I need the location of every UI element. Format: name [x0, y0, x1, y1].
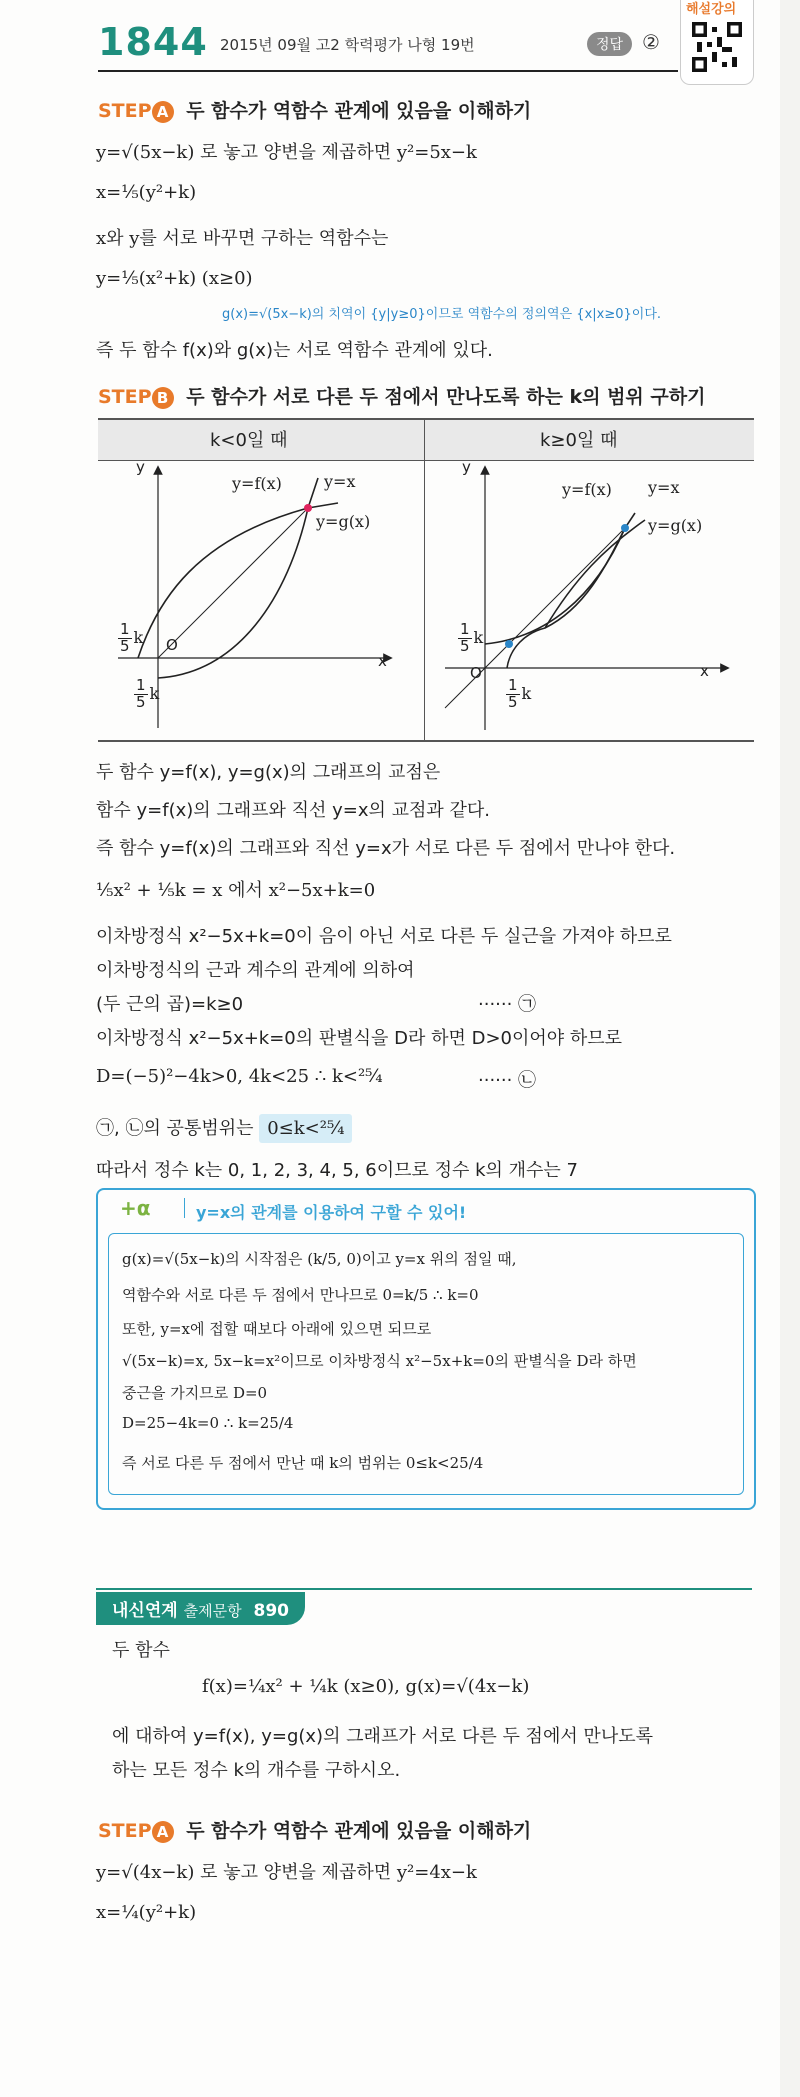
g2-origin: O — [470, 664, 482, 682]
linked-q4: 하는 모든 정수 k의 개수를 구하시오. — [112, 1760, 401, 1781]
step-b-letter: B — [152, 387, 174, 409]
linked-q2: f(x)=¼x² + ¼k (x≥0), g(x)=√(4x−k) — [202, 1676, 530, 1697]
g2-kx-den: 5 — [508, 692, 518, 711]
curve-f — [138, 503, 338, 658]
problem-source: 2015년 09월 고2 학력평가 나형 19번 — [220, 36, 475, 54]
intersection-point-2 — [621, 524, 629, 532]
step-a2-title: 두 함수가 역함수 관계에 있음을 이해하기 — [186, 1820, 532, 1842]
g1-kx-den: 5 — [136, 692, 146, 711]
alpha-line2: 역함수와 서로 다른 두 점에서 만나므로 0=k/5 ∴ k=0 — [122, 1286, 479, 1304]
step-b-heading — [98, 382, 705, 409]
g1-ky-k: k — [133, 627, 144, 647]
step-b-l8: 이차방정식 x²−5x+k=0의 판별식을 D라 하면 D>0이어야 하므로 — [96, 1028, 623, 1049]
linked-tag-b: 출제문항 — [183, 1602, 242, 1620]
step-b-l7-mark: ······ ㉠ — [478, 994, 537, 1015]
g1-k-y-label — [116, 622, 143, 655]
step-b-title: 두 함수가 서로 다른 두 점에서 만나도록 하는 k의 범위 구하기 — [186, 386, 706, 408]
intersection-point-1 — [505, 640, 513, 648]
alpha-line7: 즉 서로 다른 두 점에서 만난 때 k의 범위는 0≤k<25/4 — [122, 1454, 484, 1472]
step-a2-heading — [98, 1816, 531, 1843]
qr-label: 해설강의 — [686, 2, 737, 17]
g1-f-label: y=f(x) — [232, 474, 282, 493]
step-b-l5: 이차방정식 x²−5x+k=0이 음이 아닌 서로 다른 두 실근을 가져야 하므로 — [96, 926, 672, 947]
answer-value: ② — [642, 30, 660, 54]
alpha-line4: √(5x−k)=x, 5x−k=x²이므로 이차방정식 x²−5x+k=0의 판별식을 D라 하면 — [122, 1352, 637, 1370]
step-a-tag: STEP — [98, 100, 152, 122]
common-range-highlight: 0≤k<²⁵⁄₄ — [259, 1114, 352, 1143]
g2-g-label: y=g(x) — [648, 516, 703, 535]
alpha-title: y=x의 관계를 이용하여 구할 수 있어! — [196, 1203, 467, 1222]
step-a-line5: 즉 두 함수 f(x)와 g(x)는 서로 역함수 관계에 있다. — [96, 340, 493, 361]
step-b-l2: 함수 y=f(x)의 그래프와 직선 y=x의 교점과 같다. — [96, 800, 491, 821]
alpha-line6: D=25−4k=0 ∴ k=25/4 — [122, 1414, 294, 1432]
graph-k-nonnegative — [425, 458, 754, 740]
step-a-title: 두 함수가 역함수 관계에 있음을 이해하기 — [186, 100, 532, 122]
g2-kx-k: k — [521, 683, 532, 703]
curve-f — [485, 513, 635, 644]
alpha-line1: g(x)=√(5x−k)의 시작점은 (k/5, 0)이고 y=x 위의 점일 때, — [122, 1250, 517, 1268]
g1-ky-den: 5 — [120, 636, 130, 655]
g2-x-label: x — [700, 662, 709, 680]
alpha-divider — [184, 1198, 185, 1218]
step-a-heading — [98, 96, 531, 123]
line-y-eq-x — [158, 508, 308, 658]
alpha-line3: 또한, y=x에 접할 때보다 아래에 있으면 되므로 — [122, 1320, 432, 1338]
g2-ky-den: 5 — [460, 636, 470, 655]
step-a-line1: y=√(5x−k) 로 놓고 양변을 제곱하면 y²=5x−k — [96, 142, 477, 163]
g1-origin: O — [166, 636, 178, 654]
linked-rule — [96, 1588, 752, 1590]
g1-y-label: y — [136, 458, 145, 476]
g2-k-y-label — [456, 622, 483, 655]
step-a2-line1: y=√(4x−k) 로 놓고 양변을 제곱하면 y²=4x−k — [96, 1862, 477, 1883]
linked-tag-a: 내신연계 — [112, 1601, 178, 1621]
step-a2-letter: A — [152, 1821, 174, 1843]
g1-g-label: y=g(x) — [316, 512, 371, 531]
step-b-l9: D=(−5)²−4k>0, 4k<25 ∴ k<²⁵⁄₄ — [96, 1066, 383, 1087]
col1-heading: k<0일 때 — [210, 430, 288, 451]
g2-kx-num: 1 — [508, 676, 518, 694]
answer-badge: 정답 — [587, 32, 632, 56]
g1-kx-k: k — [149, 683, 160, 703]
g1-k-x-label — [132, 678, 159, 711]
step-b-l11: 따라서 정수 k는 0, 1, 2, 3, 4, 5, 6이므로 정수 k의 개수는 7 — [96, 1160, 578, 1181]
step-a-line3: x와 y를 서로 바꾸면 구하는 역함수는 — [96, 228, 389, 249]
step-a2-line2: x=¼(y²+k) — [96, 1902, 197, 1923]
step-b-l9-mark: ······ ㉡ — [478, 1070, 537, 1091]
g2-ky-k: k — [473, 627, 484, 647]
g2-k-x-label — [504, 678, 531, 711]
step-b-l10 — [96, 1114, 352, 1140]
step-b-l1: 두 함수 y=f(x), y=g(x)의 그래프의 교점은 — [96, 762, 441, 783]
step-a-note: g(x)=√(5x−k)의 치역이 {y|y≥0}이므로 역함수의 정의역은 {x|x≥0}이다. — [222, 307, 662, 322]
g1-ky-num: 1 — [120, 620, 130, 638]
step-a-letter: A — [152, 101, 174, 123]
step-b-l3: 즉 함수 y=f(x)의 그래프와 직선 y=x가 서로 다른 두 점에서 만나야 한다. — [96, 838, 676, 859]
linked-q1: 두 함수 — [112, 1640, 170, 1661]
problem-number: 1844 — [98, 20, 208, 64]
linked-tag-num: 890 — [253, 1601, 290, 1621]
col2-heading: k≥0일 때 — [540, 430, 618, 451]
g1-line-label: y=x — [324, 472, 356, 491]
curve-g-upper — [545, 520, 645, 628]
step-a2-tag: STEP — [98, 1820, 152, 1842]
linked-q3: 에 대하여 y=f(x), y=g(x)의 그래프가 서로 다른 두 점에서 만나도록 — [112, 1726, 653, 1747]
step-b-tag: STEP — [98, 386, 152, 408]
step-b-l7: (두 근의 곱)=k≥0 — [96, 994, 244, 1015]
alpha-line5: 중근을 가지므로 D=0 — [122, 1384, 268, 1402]
qr-code-icon — [692, 22, 742, 72]
g1-kx-num: 1 — [136, 676, 146, 694]
g2-line-label: y=x — [648, 478, 680, 497]
step-a-line2: x=¹⁄₅(y²+k) — [96, 182, 197, 203]
g2-y-label: y — [462, 458, 471, 476]
step-a-line4: y=¹⁄₅(x²+k) (x≥0) — [96, 268, 253, 289]
graph-table-header — [98, 418, 754, 461]
g2-f-label: y=f(x) — [562, 480, 612, 499]
step-b-l10-pre: ㉠, ㉡의 공통범위는 — [96, 1118, 254, 1139]
g1-x-label: x — [378, 652, 387, 670]
g2-ky-num: 1 — [460, 620, 470, 638]
linked-tag — [96, 1592, 305, 1625]
step-b-l4: ¹⁄₅x² + ¹⁄₅k = x 에서 x²−5x+k=0 — [96, 880, 376, 901]
intersection-point — [304, 504, 312, 512]
header-rule — [98, 70, 678, 72]
alpha-icon: +α — [120, 1196, 151, 1220]
table-bottom-rule — [98, 740, 754, 742]
step-b-l6: 이차방정식의 근과 계수의 관계에 의하여 — [96, 960, 415, 981]
